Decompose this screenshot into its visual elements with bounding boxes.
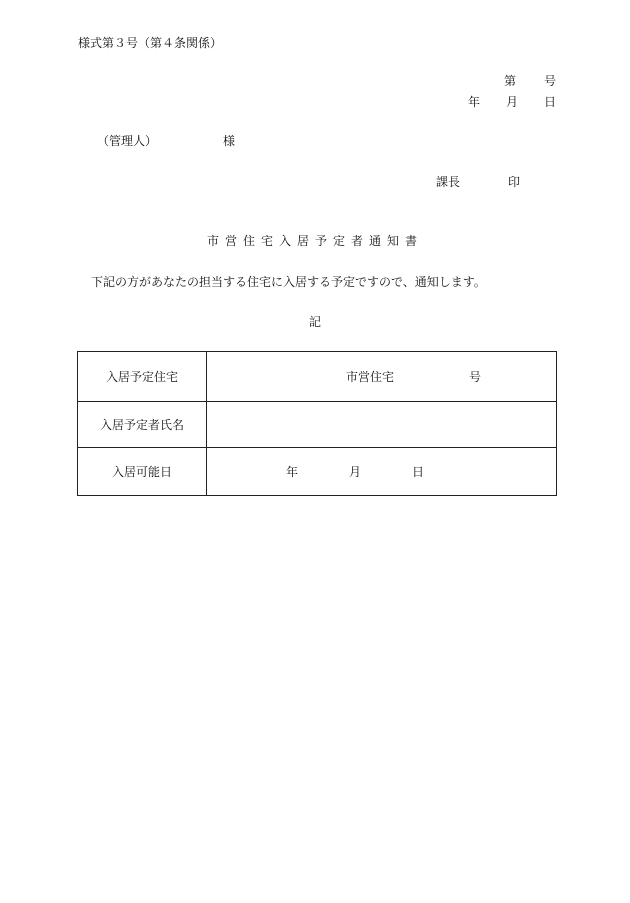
sender	[436, 175, 520, 189]
document-number-suffix: 号	[543, 74, 556, 88]
document-number-prefix: 第	[503, 74, 516, 88]
value-planned-housing	[207, 352, 557, 402]
housing-name-prefix: 市営住宅	[346, 369, 395, 384]
body-text: 下記の方があなたの担当する住宅に入居する予定ですので、通知します。	[91, 275, 486, 289]
addressee-honorific: 様	[223, 134, 236, 148]
addressee-label: （管理人）	[97, 134, 158, 148]
sender-seal: 印	[507, 175, 520, 189]
value-planned-resident-name	[207, 402, 557, 448]
issue-date-row	[468, 95, 556, 109]
label-planned-housing: 入居予定住宅	[78, 352, 207, 402]
document-number-row	[504, 74, 556, 88]
issue-date-year: 年	[467, 95, 480, 109]
value-move-in-date	[207, 448, 557, 496]
label-planned-resident-name: 入居予定者氏名	[78, 402, 207, 448]
table-row	[78, 448, 557, 496]
notice-table	[77, 351, 557, 496]
table-row	[78, 352, 557, 402]
move-in-month: 月	[349, 464, 362, 479]
form-number: 様式第３号（第４条関係）	[78, 36, 223, 50]
housing-number-suffix: 号	[469, 369, 482, 384]
addressee	[97, 134, 235, 148]
table-row	[78, 402, 557, 448]
ki-heading: 記	[308, 315, 321, 329]
move-in-year: 年	[286, 464, 299, 479]
sender-title: 課長	[435, 175, 460, 189]
label-move-in-date: 入居可能日	[78, 448, 207, 496]
issue-date-month: 月	[505, 95, 518, 109]
document-title: 市営住宅入居予定者通知書	[206, 234, 423, 248]
issue-date-day: 日	[543, 95, 556, 109]
move-in-day: 日	[412, 464, 425, 479]
